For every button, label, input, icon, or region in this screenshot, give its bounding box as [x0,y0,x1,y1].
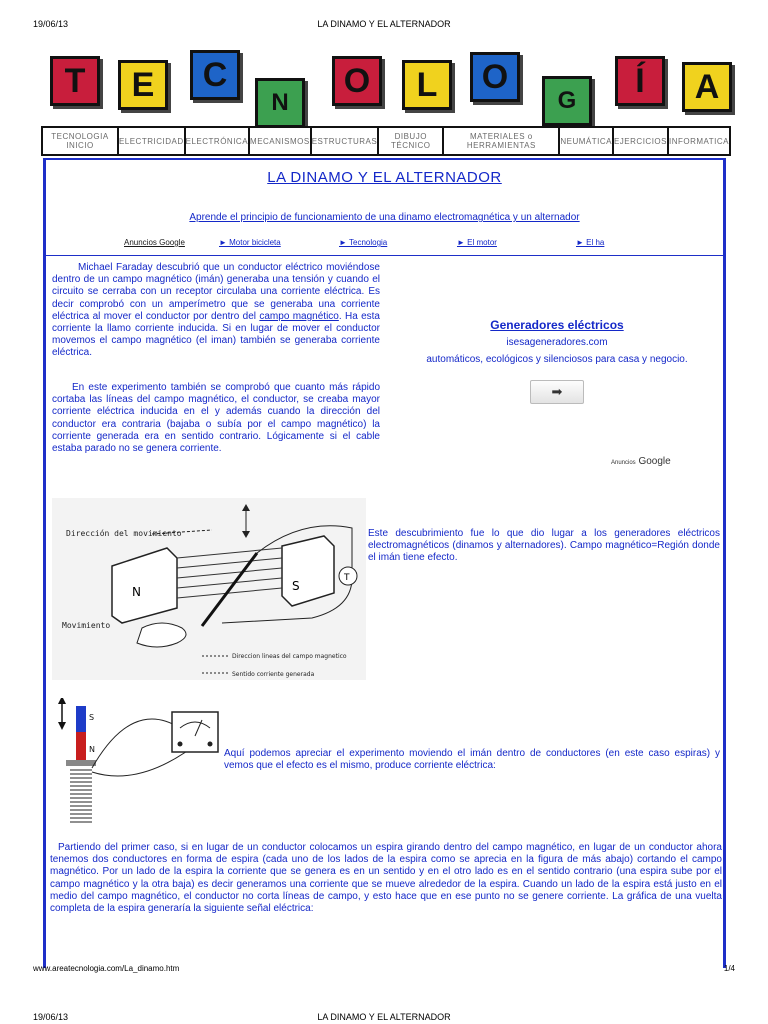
arrow-right-icon: ➡ [551,384,563,399]
print-footer [33,964,735,978]
direction-label: Dirección del movimiento [66,529,182,538]
magnet-s-label: S [292,579,300,593]
paragraph-experiment: En este experimento también se comprobó que cuanto más rápido cortaba las líneas del campo magnético, el conductor, se creaba mayor corriente eléctrica inducida en el y además cuando la dirección del conductor era contraria (bajaba o subía por el campo magnético) la corriente generada era en sentido contrario. Lógicamente si el cable estaba parado no se genera corriente. [52,382,380,455]
nav-item[interactable]: ESTRUCTURAS [310,126,380,156]
magnet-south-pole [76,706,86,732]
ads-label[interactable]: Anuncios Google [124,238,185,247]
nav-item[interactable]: ELECTRICIDAD [117,126,186,156]
logo-letter: N [255,78,305,128]
nav-item[interactable]: EJERCICIOS [612,126,669,156]
print-title: LA DINAMO Y EL ALTERNADOR [317,19,451,29]
ad-domain[interactable]: isesageneradores.com [506,337,608,348]
nav-item[interactable]: MECANISMOS [248,126,312,156]
ad-title[interactable]: Generadores eléctricos [490,318,624,332]
next-page-header [33,1012,735,1024]
paragraph-faraday-text: Michael Faraday descubrió que un conductor eléctrico moviéndose dentro de un campo magnético (imán) generaba una tensión y cuando el circuito se cerraba con un receptor circulaba una corriente eléctrica. Es decir comprobó con un amperímetro que se generaba una corriente eléctrica al mover el conductor por dentro del [52,262,380,322]
next-page-date: 19/06/13 [33,1012,69,1022]
paragraph-generators: Este descubrimiento fue lo que dio lugar a los generadores eléctricos electromagnéticos (dinamos y alternadores). Campo magnético=Región donde el imán tiene efecto. [368,528,720,564]
logo-letter: G [542,76,592,126]
ad-arrow-button[interactable] [530,380,584,404]
pole-s-label: S [89,713,95,722]
site-logo[interactable] [50,48,720,116]
main-nav [41,126,729,156]
page-number: 1/4 [723,964,735,973]
paragraph-spira: Partiendo del primer caso, si en lugar de un conductor colocamos un espira girando dentro del campo magnético, en lugar de un conductor ahora tenemos dos conductores en forma de espira (cada uno de los lados de la espira como se aprecia en la figura de más abajo) cortando el campo magnético. Por un lado de la espira la corriente que se genera es en un sentido y en el otro lado es en el sentido contrario (una espira sube por el campo magnético y la otra baja) es decir generamos una corriente que se mueve alrededor de la espira. Cuando un lado de la espira está justo en el medio del campo magnético, el conductor no corta líneas de campo, y esto hace que en ese punto no se genere corriente. La gráfica de una vuelta completa de la espira generaría la siguiente señal eléctrica: [50,842,722,915]
ad-link-tecnologia[interactable]: ► Tecnologia [339,238,388,247]
ad-link-motor-bicicleta[interactable]: ► Motor bicicleta [219,238,281,247]
magnet-n-label: N [132,585,141,599]
ads-by-google[interactable] [611,456,671,467]
nav-item[interactable]: INFORMATICA [667,126,731,156]
page-url: www.areatecnologia.com/La_dinamo.htm [33,964,180,973]
paragraph-faraday [52,262,380,360]
current-direction-label: Sentido corriente generada [232,671,315,678]
nav-item[interactable]: NEUMÁTICA [558,126,614,156]
ad-description: automáticos, ecológicos y silenciosos para casa y negocio. [426,354,688,365]
paragraph-faraday-text-end: . Ha esta corriente la llamo corriente inducida. Si en lugar de mover el conductor movemos el campo magnético (el iman) también se generaba corriente eléctrica. [52,310,380,359]
logo-letter: A [682,62,732,112]
logo-letter: C [190,50,240,100]
pole-n-label: N [89,745,95,754]
print-date: 19/06/13 [33,19,69,29]
faraday-experiment-figure [52,498,366,680]
logo-letter: L [402,60,452,110]
divider [46,255,723,256]
meter-label: T [344,573,350,583]
nav-item[interactable]: ELECTRÓNICA [184,126,250,156]
page-title: LA DINAMO Y EL ALTERNADOR [267,169,502,186]
magnet-coil-figure [52,698,222,838]
page-subtitle[interactable]: Aprende el principio de funcionamiento de una dinamo electromagnética y un alternador [189,212,580,223]
logo-letter: E [118,60,168,110]
print-header [33,19,735,33]
ads-by-label: Anuncios [611,460,636,466]
next-page-title: LA DINAMO Y EL ALTERNADOR [317,1012,451,1022]
logo-letter: O [332,56,382,106]
ad-link-el-motor[interactable]: ► El motor [457,238,497,247]
logo-letter: O [470,52,520,102]
main-content [43,158,726,968]
google-brand: Google [638,456,671,467]
logo-letter: T [50,56,100,106]
magnet-north-pole [76,732,86,760]
nav-item[interactable]: DIBUJO TÉCNICO [377,126,444,156]
google-ad-box [426,318,688,467]
logo-letter: Í [615,56,665,106]
nav-item[interactable]: TECNOLOGIA INICIO [41,126,119,156]
movement-label: Movimiento [62,621,111,630]
campo-magnetico-link[interactable]: campo magnético [259,310,339,322]
ad-link-el-ha[interactable]: ► El ha [576,238,605,247]
field-direction-label: Direccion lineas del campo magnetico [232,653,347,660]
paragraph-coil: Aquí podemos apreciar el experimento moviendo el imán dentro de conductores (en este caso espiras) y vemos que el efecto es el mismo, produce corriente eléctrica: [224,748,720,772]
nav-item[interactable]: MATERIALES o HERRAMIENTAS [442,126,560,156]
